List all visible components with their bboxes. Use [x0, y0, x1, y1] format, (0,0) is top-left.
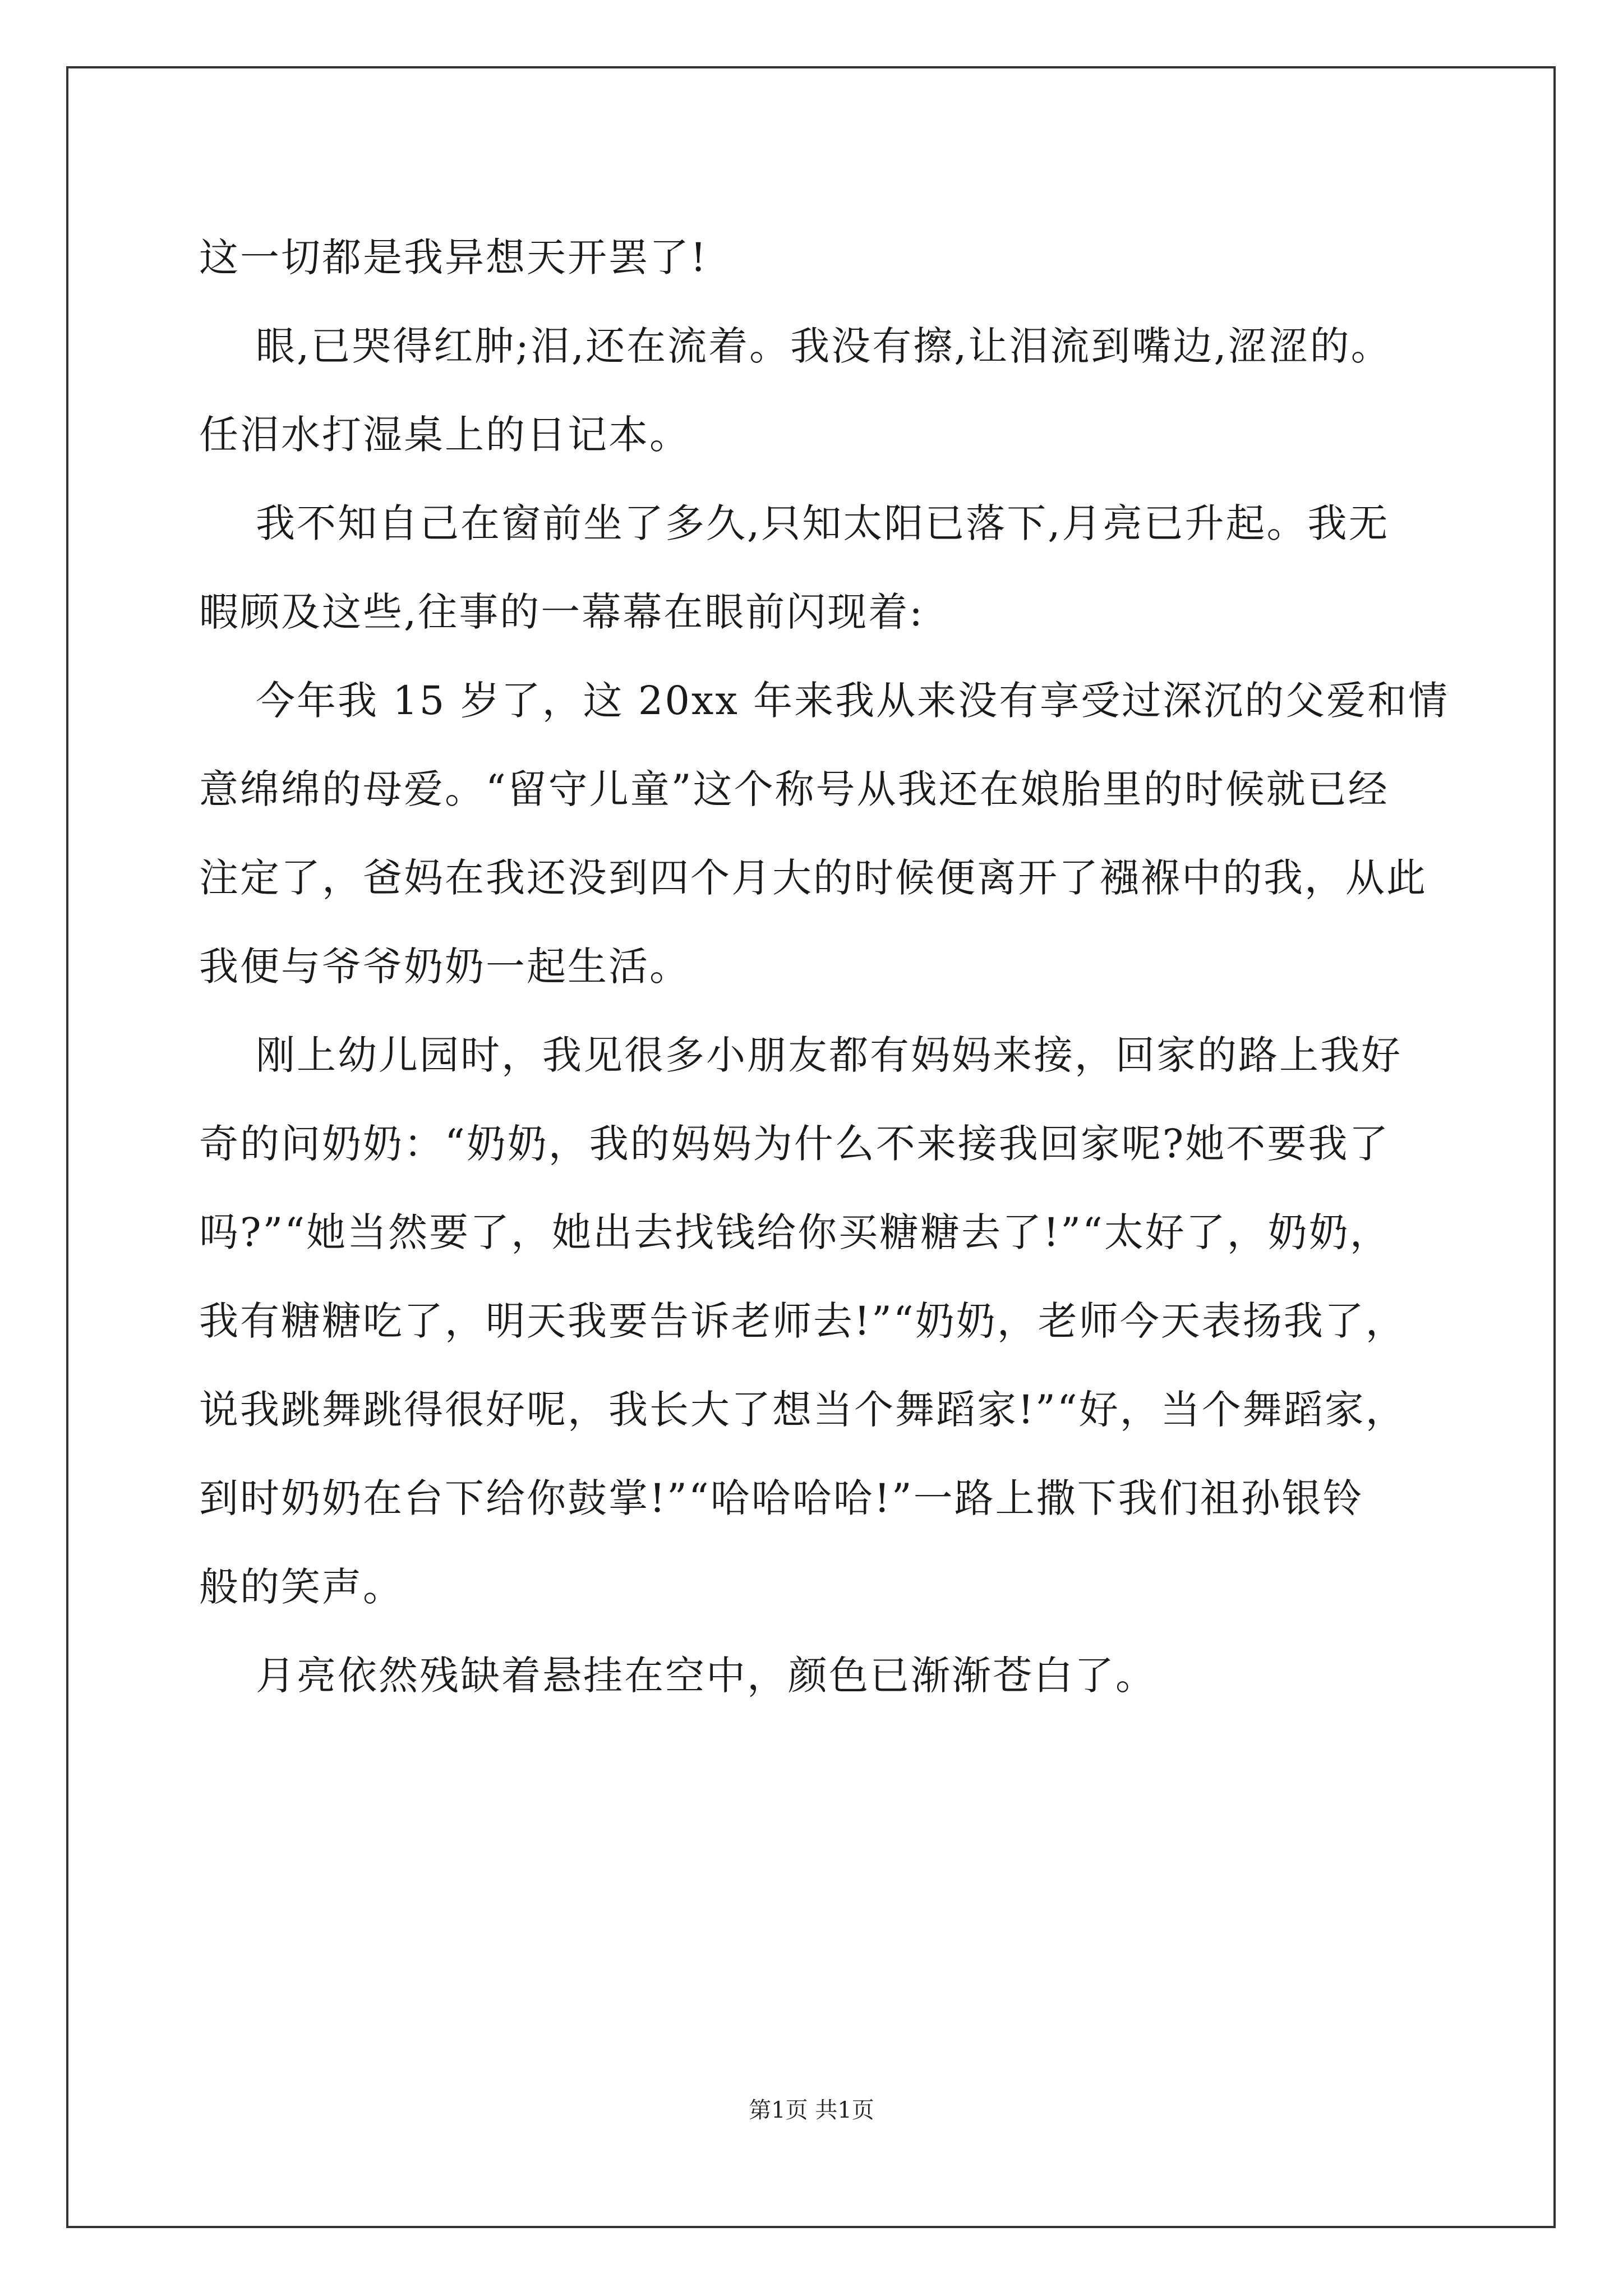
text-line: 我便与爷爷奶奶一起生活。 — [199, 944, 690, 990]
text-line: 暇顾及这些,往事的一幕幕在眼前闪现着: — [199, 589, 924, 635]
text-line: 说我跳舞跳得很好呢，我长大了想当个舞蹈家!”“好，当个舞蹈家， — [199, 1387, 1407, 1433]
document-body — [199, 213, 1450, 1720]
page-footer: 第1页 共1页 — [749, 2097, 874, 2123]
text-line: 月亮依然残缺着悬挂在空中，颜色已渐渐苍白了。 — [199, 1653, 1157, 1699]
text-line: 这一切都是我异想天开罢了! — [199, 234, 708, 280]
text-line: 到时奶奶在台下给你鼓掌!”“哈哈哈哈!”一路上撒下我们祖孙银铃 — [199, 1475, 1364, 1521]
text-line: 我不知自己在窗前坐了多久,只知太阳已落下,月亮已升起。我无 — [199, 500, 1390, 546]
text-line: 刚上幼儿园时，我见很多小朋友都有妈妈来接，回家的路上我好 — [199, 1032, 1403, 1078]
text-line: 注定了，爸妈在我还没到四个月大的时候便离开了襁褓中的我，从此 — [199, 855, 1427, 901]
text-line: 奇的问奶奶：“奶奶，我的妈妈为什么不来接我回家呢?她不要我了 — [199, 1121, 1390, 1167]
text-line: 般的笑声。 — [199, 1564, 404, 1610]
text-line: 任泪水打湿桌上的日记本。 — [199, 412, 690, 458]
text-line: 意绵绵的母爱。“留守儿童”这个称号从我还在娘胎里的时候就已经 — [199, 766, 1389, 812]
text-line: 眼,已哭得红肿;泪,还在流着。我没有擦,让泪流到嘴边,涩涩的。 — [199, 323, 1392, 369]
text-line: 今年我 15 岁了，这 20xx 年来我从来没有享受过深沉的父爱和情 — [199, 678, 1450, 724]
text-line: 吗?”“她当然要了，她出去找钱给你买糖糖去了!”“太好了，奶奶， — [199, 1209, 1391, 1255]
text-line: 我有糖糖吃了，明天我要告诉老师去!”“奶奶，老师今天表扬我了， — [199, 1298, 1407, 1344]
